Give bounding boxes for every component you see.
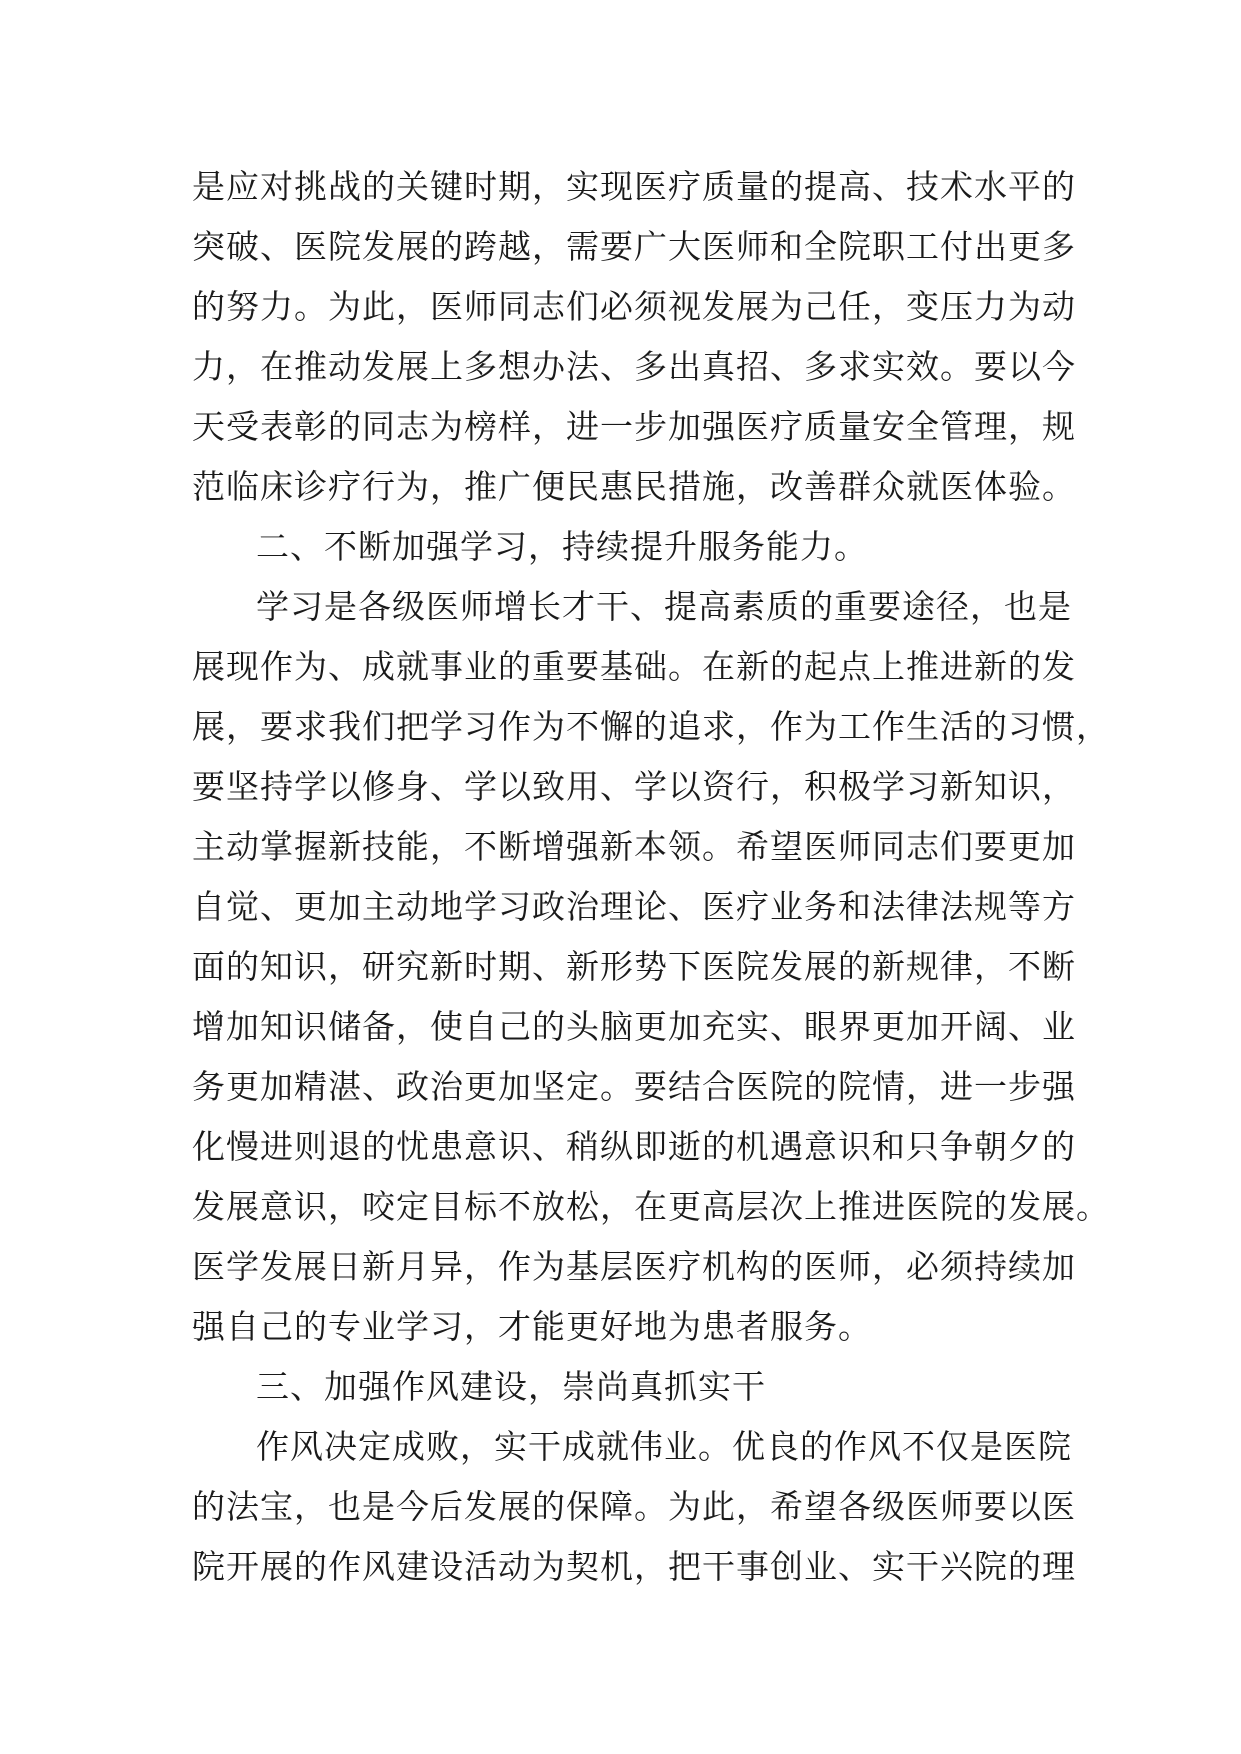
section-heading-3: 三、加强作风建设，崇尚真抓实干	[256, 1367, 766, 1406]
body-line: 展现作为、成就事业的重要基础。在新的起点上推进新的发	[192, 647, 1076, 686]
body-line: 范临床诊疗行为，推广便民惠民措施，改善群众就医体验。	[192, 467, 1076, 506]
body-line: 是应对挑战的关键时期，实现医疗质量的提高、技术水平的	[192, 167, 1076, 206]
body-line: 的法宝，也是今后发展的保障。为此，希望各级医师要以医	[192, 1487, 1076, 1526]
body-line: 发展意识，咬定目标不放松，在更高层次上推进医院的发展。	[192, 1187, 1110, 1226]
body-line: 展，要求我们把学习作为不懈的追求，作为工作生活的习惯，	[192, 707, 1110, 746]
body-line: 增加知识储备，使自己的头脑更加充实、眼界更加开阔、业	[192, 1007, 1076, 1046]
body-line: 要坚持学以修身、学以致用、学以资行，积极学习新知识，	[192, 767, 1076, 806]
body-line: 院开展的作风建设活动为契机，把干事创业、实干兴院的理	[192, 1547, 1076, 1586]
body-line: 务更加精湛、政治更加坚定。要结合医院的院情，进一步强	[192, 1067, 1076, 1106]
body-line: 突破、医院发展的跨越，需要广大医师和全院职工付出更多	[192, 227, 1076, 266]
section-heading-2: 二、不断加强学习，持续提升服务能力。	[256, 527, 868, 566]
paragraph-first-line: 学习是各级医师增长才干、提高素质的重要途径，也是	[256, 587, 1072, 626]
body-line: 的努力。为此，医师同志们必须视发展为己任，变压力为动	[192, 287, 1076, 326]
body-line: 医学发展日新月异，作为基层医疗机构的医师，必须持续加	[192, 1247, 1076, 1286]
body-line: 化慢进则退的忧患意识、稍纵即逝的机遇意识和只争朝夕的	[192, 1127, 1076, 1166]
body-line: 强自己的专业学习，才能更好地为患者服务。	[192, 1307, 872, 1346]
body-line: 天受表彰的同志为榜样，进一步加强医疗质量安全管理，规	[192, 407, 1076, 446]
document-body	[192, 157, 1110, 1597]
body-line: 面的知识，研究新时期、新形势下医院发展的新规律，不断	[192, 947, 1076, 986]
body-line: 主动掌握新技能，不断增强新本领。希望医师同志们要更加	[192, 827, 1076, 866]
body-line: 力，在推动发展上多想办法、多出真招、多求实效。要以今	[192, 347, 1076, 386]
paragraph-first-line: 作风决定成败，实干成就伟业。优良的作风不仅是医院	[256, 1427, 1072, 1466]
body-line: 自觉、更加主动地学习政治理论、医疗业务和法律法规等方	[192, 887, 1076, 926]
